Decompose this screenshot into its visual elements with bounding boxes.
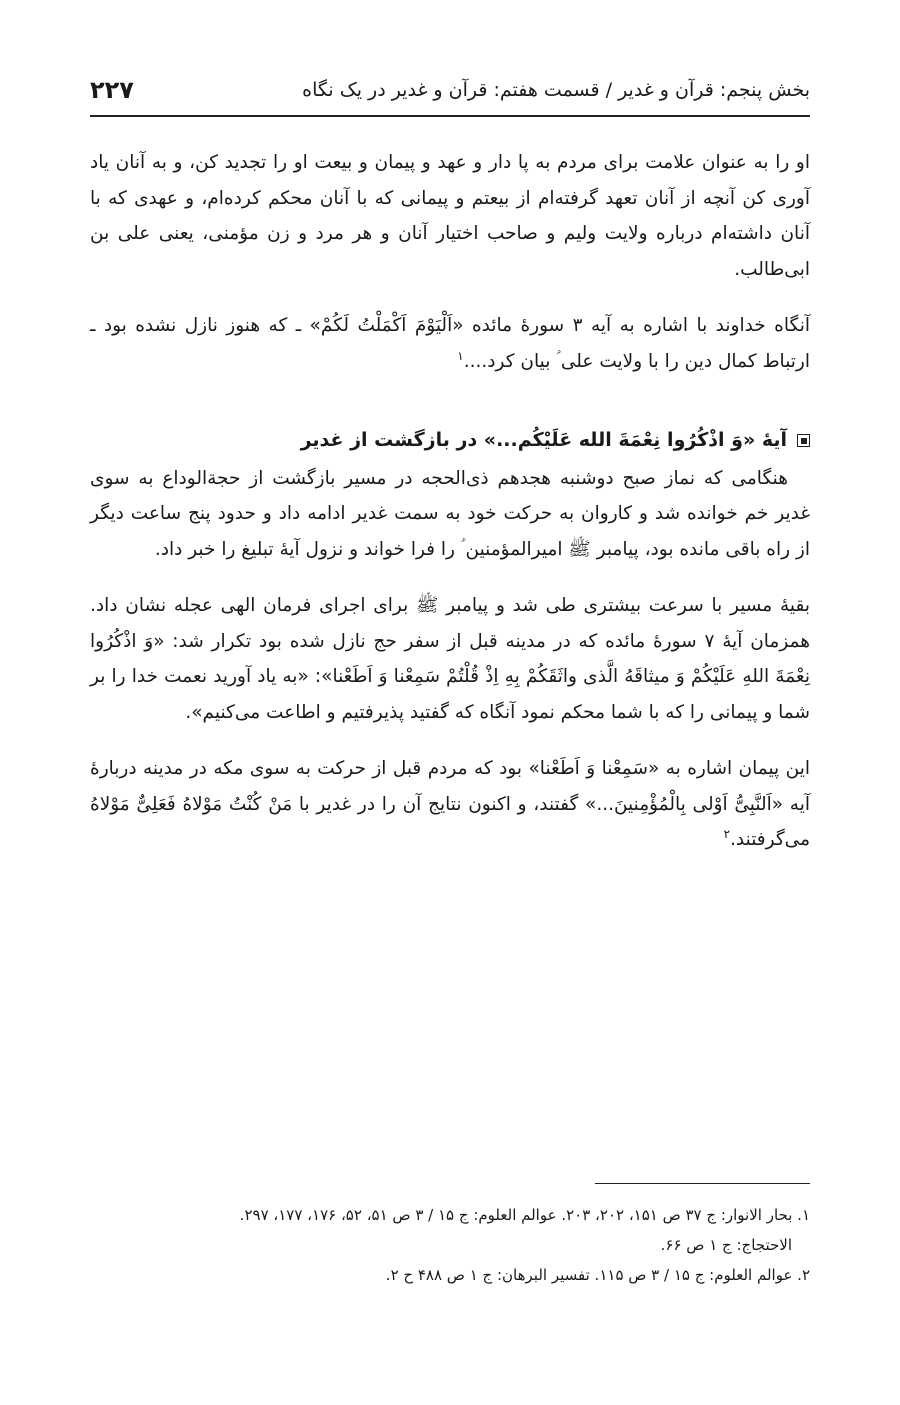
footnote-1 bbox=[90, 1200, 810, 1260]
footnote-2-text: ۲. عوالم العلوم: ج ۱۵ / ۳ ص ۱۱۵. تفسیر البرهان: ج ۱ ص ۴۸۸ ح ۲. bbox=[385, 1266, 810, 1284]
paragraph-1 bbox=[90, 145, 810, 287]
footnote-rule bbox=[595, 1183, 810, 1184]
header-rule bbox=[90, 115, 810, 117]
footnote-ref-1[interactable]: ۱ bbox=[457, 348, 464, 363]
running-header bbox=[90, 70, 810, 110]
paragraph-4 bbox=[90, 588, 810, 730]
paragraph-3-text: هنگامی که نماز صبح دوشنبه هجدهم ذی‌الحجه در مسیر بازگشت از حجة‌الوداع به سوی غدیر خم خوانده شد و کاروان به حرکت خود به سمت غدیر ادامه داد و حدود پنج ساعت دیگر از راه باقی مانده بود، پیامبر ﷺ امیرالمؤمنین ؑ را فرا خواند و نزول آیهٔ تبلیغ را خبر داد. bbox=[90, 467, 810, 560]
paragraph-2 bbox=[90, 308, 810, 379]
footnotes bbox=[90, 1200, 810, 1290]
footnote-ref-2[interactable]: ۲ bbox=[723, 826, 731, 841]
footnote-1-line-1: ۱. بحار الانوار: ج ۳۷ ص ۱۵۱، ۲۰۲، ۲۰۳. عوالم العلوم: ج ۱۵ / ۳ ص ۵۱، ۵۲، ۱۷۶، ۱۷۷، ۲۹۷. bbox=[239, 1206, 810, 1224]
paragraph-5-text: این پیمان اشاره به «سَمِعْنا وَ اَطَعْنا» بود که مردم قبل از حرکت به سوی مکه در مدینه دربارهٔ آیه «اَلنَّبِیُّ اَوْلی بِالْمُؤْمِنینَ...» گفتند، و اکنون نتایج آن را در غدیر با مَنْ کُنْتُ مَوْلاهُ فَعَلِیٌّ مَوْلاهُ می‌گرفتند. bbox=[90, 758, 810, 850]
paragraph-1-text: او را به عنوان علامت برای مردم به پا دار و عهد و پیمان و بیعت او را تجدید کن، و به آنان یاد آوری کن آنچه از آنان تعهد گرفته‌ام از بیعتم و پیمانی که با آنان محکم کرده‌ام، و عهدی که با آنان داشته‌ام درباره ولایت ولیم و صاحب اختیار آنان و هر مرد و زن مؤمنی، یعنی علی بن ابی‌طالب. bbox=[90, 152, 810, 280]
section-heading bbox=[90, 423, 810, 459]
page-body bbox=[90, 145, 810, 879]
square-bullet-icon bbox=[797, 434, 810, 447]
paragraph-5 bbox=[90, 751, 810, 858]
header-title: بخش پنجم: قرآن و غدیر / قسمت هفتم: قرآن و غدیر در یک نگاه bbox=[302, 79, 810, 101]
paragraph-4-text: بقیهٔ مسیر با سرعت بیشتری طی شد و پیامبر ﷺ برای اجرای فرمان الهی عجله نشان داد. همزمان آیهٔ ۷ سورهٔ مائده که در مدینه قبل از سفر حج نازل شده بود تکرار شد: «وَ اذْکُرُوا نِعْمَةَ اللهِ عَلَیْکُمْ وَ میثاقَهُ الَّذی واثَقَکُمْ بِهِ اِذْ قُلْتُمْ سَمِعْنا وَ اَطَعْنا»: «به یاد آورید نعمت خدا را بر شما و پیمانی را که با شما محکم نمود آنگاه که گفتید پذیرفتیم و اطاعت می‌کنیم». bbox=[90, 595, 810, 723]
paragraph-3 bbox=[90, 461, 810, 568]
paragraph-2-text: آنگاه خداوند با اشاره به آیه ۳ سورهٔ مائده «اَلْیَوْمَ اَکْمَلْتُ لَکُمْ» ـ که هنوز نازل نشده بود ـ ارتباط کمال دین را با ولایت علی ؑ بیان کرد.... bbox=[90, 315, 811, 372]
footnote-1-line-2: الاحتجاج: ج ۱ ص ۶۶. bbox=[660, 1236, 792, 1254]
section-heading-text: آیهٔ «وَ اذْکُرُوا نِعْمَةَ الله عَلَیْکُم...» در بازگشت از غدیر bbox=[300, 429, 787, 451]
page-number: ۲۲۷ bbox=[90, 76, 134, 104]
footnote-2 bbox=[90, 1260, 810, 1290]
